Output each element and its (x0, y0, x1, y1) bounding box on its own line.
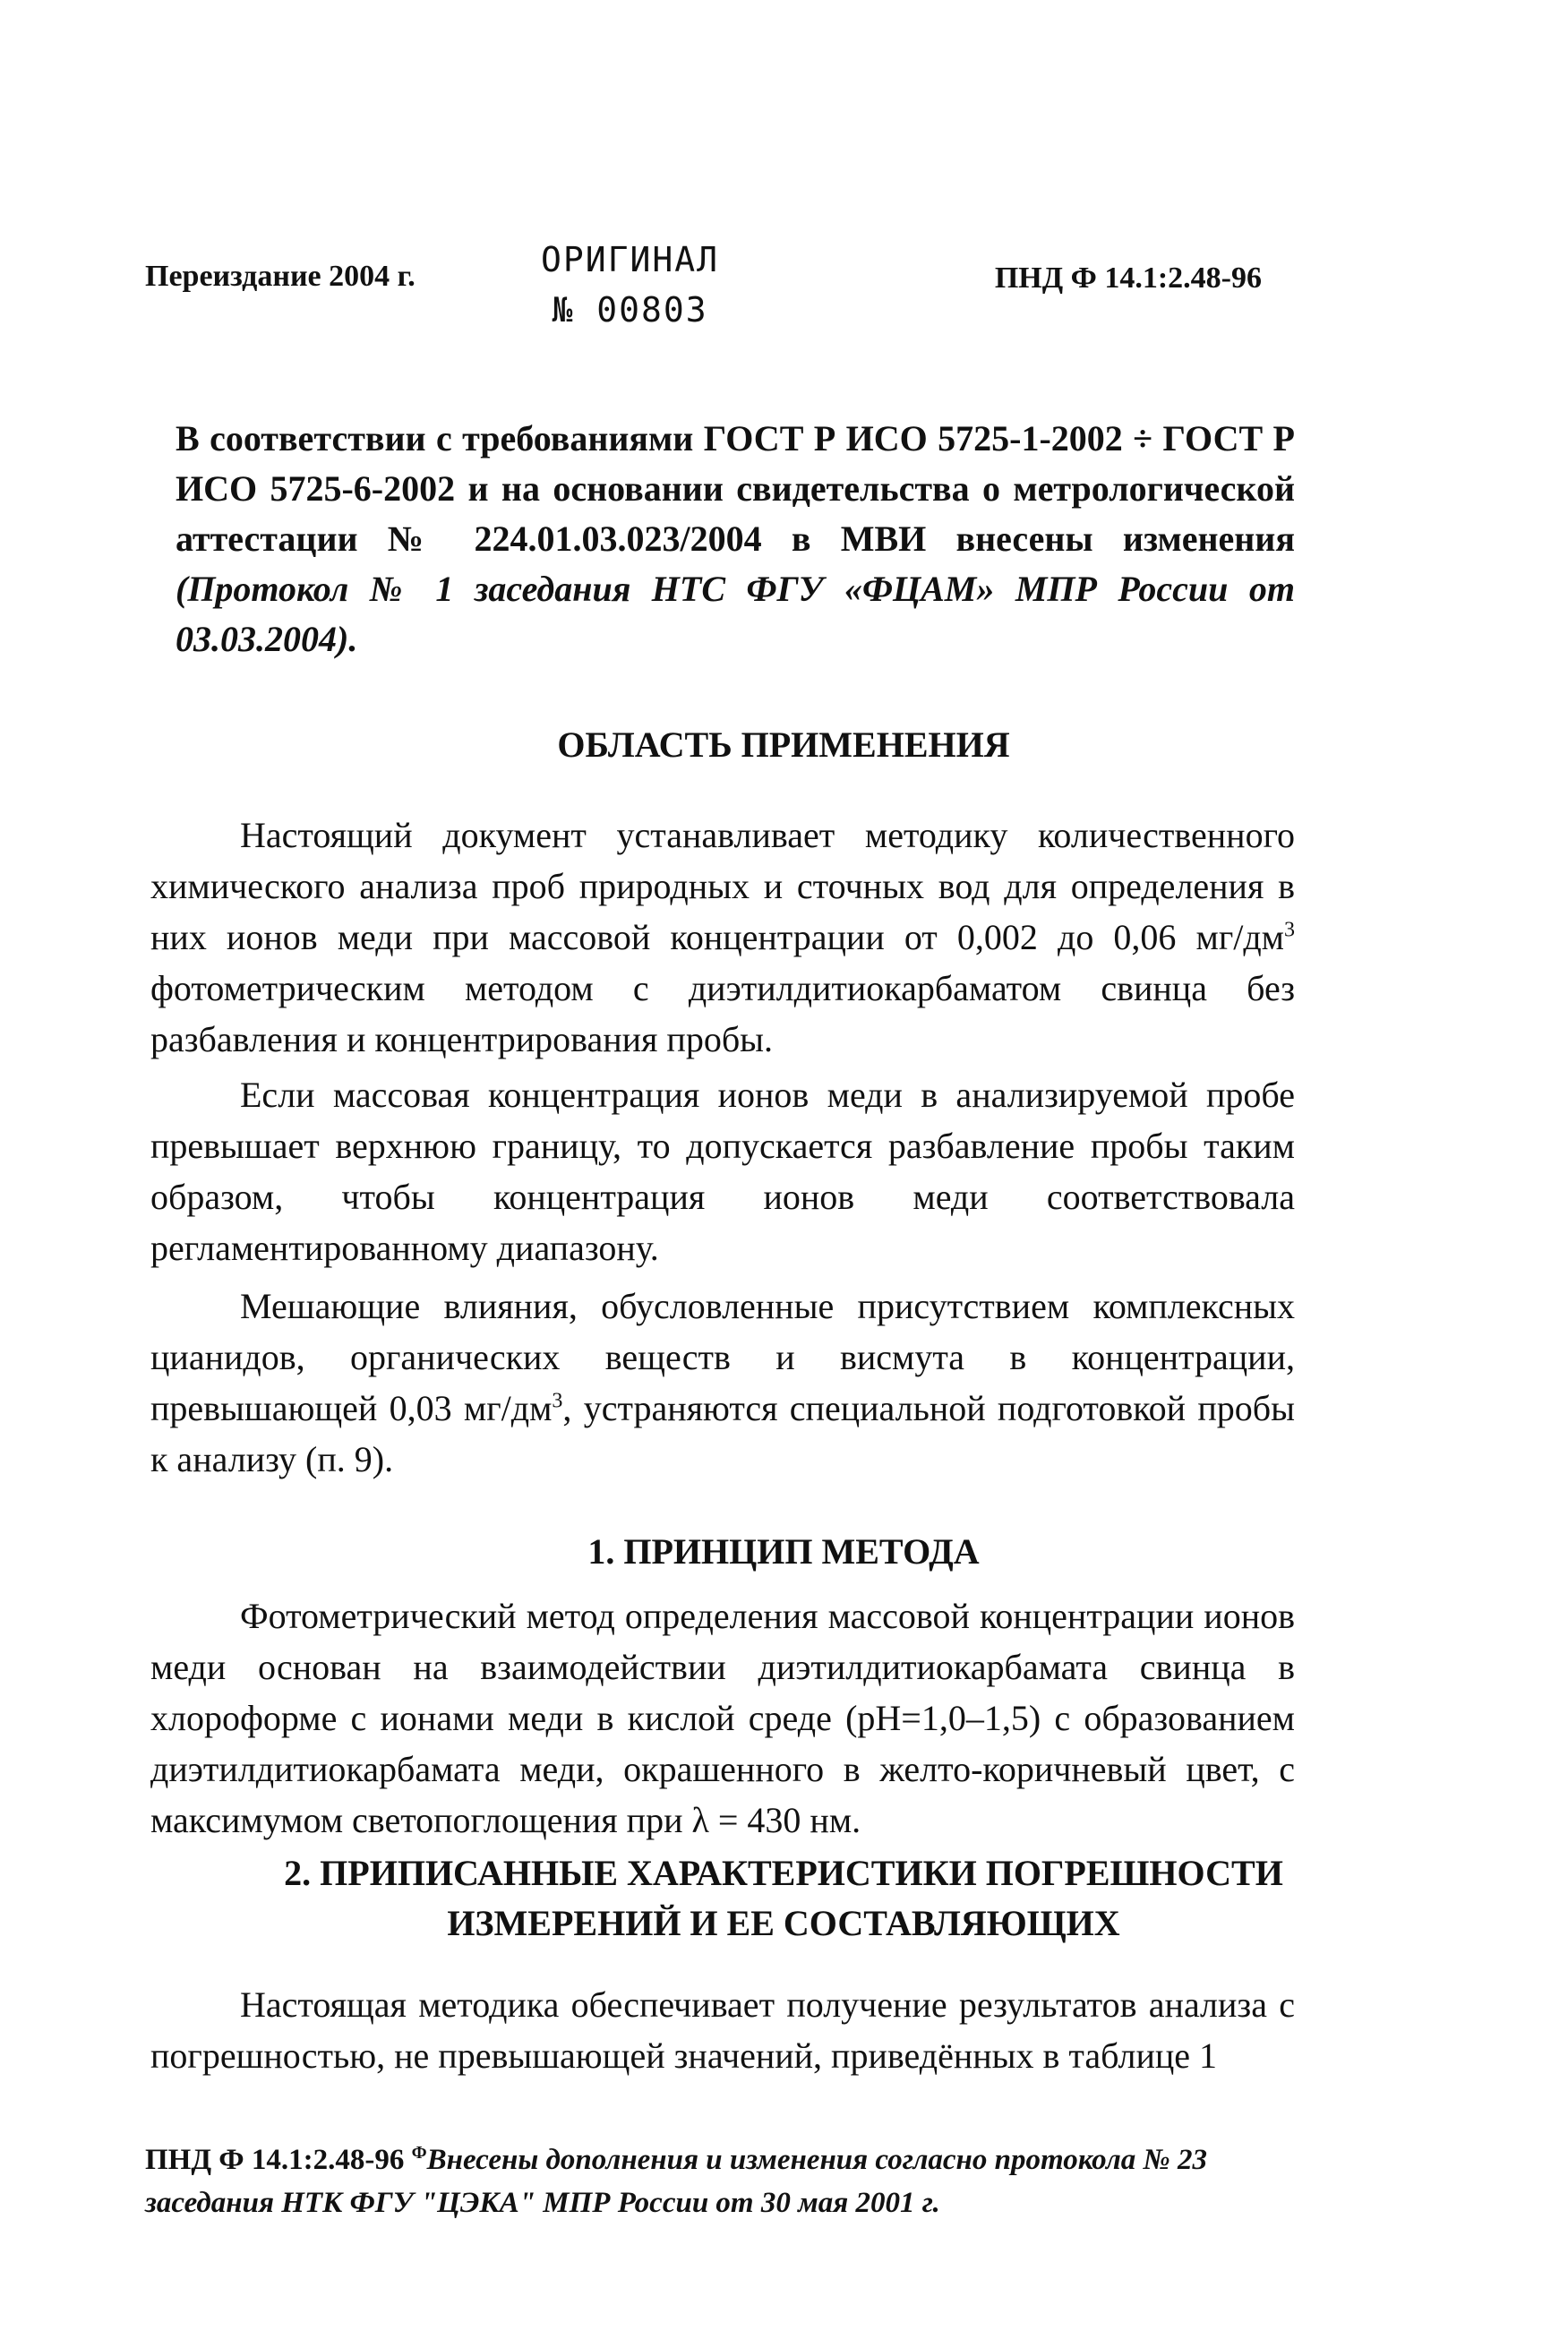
scope-p3-text-a: Мешающие влияния, обусловленные присутствием комплексных цианидов, органических веществ и висмута в концентрации, превышающей 0,03 мг/дм (150, 1286, 1295, 1428)
stamp-number: № 00803 (552, 290, 708, 330)
principle-paragraph: Фотометрический метод определения массовой концентрации ионов меди основан на взаимодействии диэтилдитиокарбамата свинца в хлороформе с ионами меди в кислой среде (pH=1,0–1,5) с образованием диэтилдитиокарбамата меди, окрашенного в желто-коричневый цвет, с максимумом светопоглощения при λ = 430 нм. (150, 1596, 1295, 1840)
footer-note (145, 2138, 1309, 2224)
original-stamp (541, 235, 719, 335)
document-code: ПНД Ф 14.1:2.48-96 (994, 261, 1262, 295)
section-title-scope: ОБЛАСТЬ ПРИМЕНЕНИЯ (557, 724, 1010, 765)
amendment-protocol: (Протокол № 1 заседания НТС ФГУ «ФЦАМ» МПР России от 03.03.2004). (176, 569, 1295, 659)
errors-title-line-1: 2. ПРИПИСАННЫЕ ХАРАКТЕРИСТИКИ ПОГРЕШНОСТИ (284, 1853, 1283, 1893)
scope-paragraph-1 (150, 810, 1295, 1065)
amendment-text: В соответствии с требованиями ГОСТ Р ИСО 5725-1-2002 ÷ ГОСТ Р ИСО 5725-6-2002 и на основании свидетельства о метрологической аттестации № 224.01.03.023/2004 в МВИ внесены изменения (176, 418, 1295, 559)
unit-superscript: 3 (552, 1389, 563, 1413)
footer-mark: Ф (411, 2143, 427, 2163)
scope-p1-text-a: Настоящий документ устанавливает методику количественного химического анализа проб природных и сточных вод для определения в них ионов меди при массовой концентрации от 0,002 до 0,06 мг/дм (150, 815, 1295, 957)
errors-paragraph: Настоящая методика обеспечивает получение результатов анализа с погрешностью, не превышающей значений, приведённых в таблице 1 (150, 1984, 1295, 2076)
section-title-errors (148, 1848, 1419, 1949)
footer-code: ПНД Ф 14.1:2.48-96 (145, 2144, 412, 2176)
stamp-label: ОРИГИНАЛ (541, 240, 720, 279)
errors-title-line-2: ИЗМЕРЕНИЙ И ЕЕ СОСТАВЛЯЮЩИХ (447, 1903, 1120, 1943)
scope-p1-text-b: фотометрическим методом с диэтилдитиокарбаматом свинца без разбавления и концентрирования пробы. (150, 968, 1295, 1059)
section-title-principle: 1. ПРИНЦИП МЕТОДА (587, 1531, 980, 1572)
scope-paragraph-2: Если массовая концентрация ионов меди в анализируемой пробе превышает верхнюю границу, то допускается разбавление пробы таким образом, чтобы концентрация ионов меди соответствовала регламентированному диапазону. (150, 1075, 1295, 1268)
scope-p3-text-b: , устраняются специальной подготовкой пробы к анализу (п. 9). (150, 1388, 1295, 1479)
amendment-notice (176, 414, 1295, 664)
scope-paragraph-3 (150, 1281, 1295, 1485)
unit-superscript: 3 (1284, 918, 1295, 942)
footer-amendment: Внесены дополнения и изменения согласно протокола № 23 заседания НТК ФГУ "ЦЭКА" МПР России от 30 мая 2001 г. (145, 2144, 1207, 2219)
reprint-year: Переиздание 2004 г. (145, 260, 416, 293)
